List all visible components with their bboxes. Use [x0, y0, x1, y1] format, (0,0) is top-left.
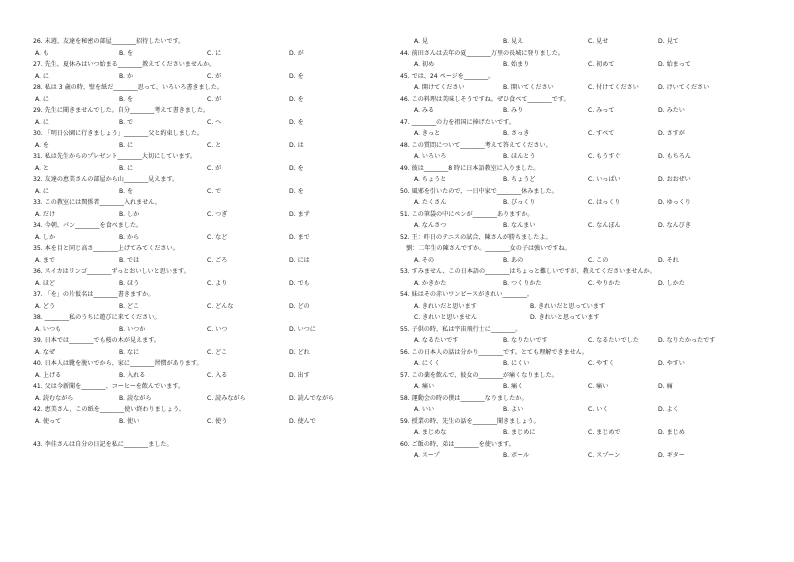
option-46-c[interactable]: C. みって [588, 107, 615, 114]
options-28 [33, 94, 383, 106]
option-30-a[interactable]: A. を [35, 141, 50, 149]
options-48 [400, 151, 770, 163]
options-56 [400, 358, 770, 370]
option-51-d[interactable]: D. なんびき [658, 222, 691, 229]
option-60-d[interactable]: D. ギター [658, 452, 685, 459]
options-47 [400, 128, 770, 140]
question-27: 27. 先生、夏休みはいつ始まる________教えてくださいませんか。 [33, 61, 216, 68]
option-37-a[interactable]: A. どう [35, 302, 56, 310]
options-27 [33, 71, 383, 83]
option-26-a[interactable]: A. も [35, 49, 50, 57]
option-29-b[interactable]: B. で [119, 118, 134, 126]
option-40-b[interactable]: B. 入れる [119, 371, 146, 379]
option-60-c[interactable]: C. スプーン [588, 452, 621, 459]
options-26 [33, 48, 383, 60]
option-60-a[interactable]: A. スープ [414, 452, 440, 459]
options-60 [400, 450, 770, 462]
option-48-d[interactable]: D. もちろん [658, 153, 691, 160]
option-40-c[interactable]: C. 入る [207, 371, 228, 379]
option-32-d[interactable]: D. を [289, 187, 304, 195]
option-57-d[interactable]: D. 痛 [658, 383, 673, 390]
option-54b-b[interactable]: D. きれいと思っています [530, 314, 600, 321]
option-47-b[interactable]: B. さっき [503, 130, 530, 137]
option-34-d[interactable]: D. まで [289, 233, 310, 241]
question-43: 43. 李佳さんは自分の日記を私に________ました。 [33, 441, 173, 448]
option-28-d[interactable]: D. を [289, 95, 304, 103]
option-52b-c[interactable]: C. この [588, 256, 609, 264]
question-29: 29. 先生に聞きませんでした。自分________考えて書きました。 [33, 107, 210, 114]
option-55-a[interactable]: A. なるたいです [414, 337, 459, 344]
question-39: 39. 日本では________でも桜の木が見えます。 [33, 337, 160, 344]
option-56-d[interactable]: D. やすい [658, 360, 685, 367]
option-47-d[interactable]: D. さすが [658, 130, 685, 137]
option-53-a[interactable]: A. かきかた [414, 279, 447, 287]
option-33-a[interactable]: A. だけ [35, 210, 56, 218]
option-42-d[interactable]: D. 使んで [289, 417, 316, 425]
option-32-c[interactable]: C. で [207, 187, 222, 195]
option-36-d[interactable]: D. でも [289, 279, 310, 287]
question-31: 31. 私は先生からのプレゼント________大切にしています。 [33, 153, 197, 160]
question-41: 41. 父は今新聞を________、コーヒーを飲んでいます。 [33, 383, 185, 390]
option-56-a[interactable]: A. にくく [414, 360, 441, 367]
question-54: 54. 妹はその赤いワンピースがきれい________。 [400, 291, 533, 298]
options-59 [400, 427, 770, 439]
option-32-b[interactable]: B. を [119, 187, 134, 195]
option-26-d[interactable]: D. が [289, 49, 304, 57]
right-column [400, 36, 770, 462]
options-46 [400, 105, 770, 117]
option-41-a[interactable]: A. 読むながら [35, 394, 74, 402]
options-43o [400, 36, 770, 48]
spacer [33, 427, 383, 439]
question-46: 46. この料理は美味しそうですね。ぜひ食べて________です。 [400, 95, 570, 103]
options-51 [400, 220, 770, 232]
option-35-b[interactable]: B. では [119, 256, 140, 264]
option-59-d[interactable]: D. まじめ [658, 429, 685, 436]
option-27-d[interactable]: D. を [289, 72, 304, 80]
option-39-b[interactable]: B. なに [119, 348, 140, 356]
options-32 [33, 186, 383, 198]
question-45: 45. では、24 ページを________。 [400, 72, 495, 80]
option-32-a[interactable]: A. に [35, 187, 50, 195]
option-46-b[interactable]: B. みり [503, 107, 524, 114]
option-33-c[interactable]: C. つぎ [207, 210, 228, 218]
question-59: 59. 授業の時、先生の話を________聞きましょう。 [400, 417, 540, 425]
question-33: 33. この教室には関係者________入れません。 [33, 199, 161, 206]
question-37: 37. 「を」の片仮名は________書きますか。 [33, 291, 155, 298]
options-41 [33, 393, 383, 405]
options-33 [33, 209, 383, 221]
option-38-d[interactable]: D. いつに [289, 325, 316, 333]
question-56: 56. この日本人の話は分かり________です。とても理解できません。 [400, 348, 589, 356]
option-38-b[interactable]: B. いつか [119, 325, 146, 333]
option-42-a[interactable]: A. 使って [35, 417, 62, 425]
option-41-b[interactable]: B. 読ながら [119, 394, 152, 402]
option-28-a[interactable]: A. に [35, 95, 50, 103]
option-52b-d[interactable]: D. それ [658, 256, 679, 264]
option-34-c[interactable]: C. など [207, 233, 228, 241]
options-57 [400, 381, 770, 393]
option-58-d[interactable]: D. よく [658, 406, 679, 413]
option-29-a[interactable]: A. に [35, 118, 50, 126]
options-39 [33, 347, 383, 359]
question-50: 50. 風邪を引いたので、一日中家で________休みました。 [400, 187, 558, 195]
option-37-d[interactable]: D. どの [289, 302, 310, 310]
option-41-c[interactable]: C. 読みながら [207, 394, 246, 402]
option-26-b[interactable]: B. を [119, 49, 134, 57]
option-59-c[interactable]: C. まじめで [588, 429, 621, 436]
question-26: 26. 未週、友達を秘密の部屋________招待したいです。 [33, 38, 185, 45]
option-49-c[interactable]: C. いっぱい [588, 176, 621, 183]
question-58: 58. 運動会の時の僕は________なりましたか。 [400, 394, 528, 402]
options-31 [33, 163, 383, 175]
option-30-b[interactable]: B. に [119, 141, 134, 149]
options-58 [400, 404, 770, 416]
option-34-b[interactable]: B. から [119, 233, 140, 241]
option-34-a[interactable]: A. しか [35, 233, 56, 241]
option-44-a[interactable]: A. 初め [414, 61, 435, 68]
option-59-a[interactable]: A. まじめな [414, 429, 447, 436]
option-36-b[interactable]: B. ほう [119, 279, 140, 287]
option-27-c[interactable]: C. が [207, 72, 222, 80]
option-42-b[interactable]: B. 使い [119, 417, 140, 425]
question-52: 52. 王：昨日のテニスの試合、陳さんが勝ちましたよ。 [400, 233, 552, 241]
options-55 [400, 335, 770, 347]
option-52b-b[interactable]: B. あの [503, 256, 524, 264]
question-55: 55. 子供の時、私は宇宙飛行士に________。 [400, 325, 522, 333]
option-43o-d[interactable]: D. 見て [658, 38, 679, 45]
question-32: 32. 友達の恵美さんの部屋から山________見えます。 [33, 176, 179, 183]
option-58-c[interactable]: C. いく [588, 406, 609, 413]
option-42-c[interactable]: C. 使う [207, 417, 228, 425]
option-51-a[interactable]: A. なんさつ [414, 222, 447, 229]
option-48-c[interactable]: C. もうすぐ [588, 153, 621, 160]
option-51-c[interactable]: C. なんぼん [588, 222, 621, 229]
question-36: 36. スイカはリンゴ________ずっとおいしいと思います。 [33, 268, 190, 275]
option-36-c[interactable]: C. より [207, 279, 228, 287]
question-53: 53. すみません、この日本語の________はちょっと難しいですが、教えてくださいませんか。 [400, 268, 656, 275]
options-52b [400, 255, 770, 267]
option-46-d[interactable]: D. みたい [658, 107, 685, 114]
question-40: 40. 日本人は靴を脱いでから、家に________習慣があります。 [33, 360, 203, 367]
option-29-c[interactable]: C. へ [207, 118, 222, 126]
option-31-b[interactable]: B. に [119, 164, 134, 172]
option-33-b[interactable]: B. しか [119, 210, 140, 218]
option-53-d[interactable]: D. しかた [658, 279, 685, 287]
option-35-c[interactable]: C. ごろ [207, 256, 228, 264]
option-54b-a[interactable]: C. きれいと思いません [414, 314, 477, 321]
option-45-c[interactable]: C. 付けてください [588, 84, 639, 91]
option-43o-a[interactable]: A. 見 [414, 38, 429, 45]
option-38-a[interactable]: A. いつも [35, 325, 62, 333]
options-53 [400, 278, 770, 290]
option-50-d[interactable]: D. ゆっくり [658, 199, 691, 206]
options-38 [33, 324, 383, 336]
option-39-d[interactable]: D. どれ [289, 348, 310, 356]
option-49-b[interactable]: B. ちょうど [503, 176, 536, 183]
options-54 [400, 301, 770, 313]
option-54-a[interactable]: A. きれいだと思います [414, 302, 477, 310]
option-49-d[interactable]: D. おおぜい [658, 176, 691, 183]
option-44-d[interactable]: D. 始まって [658, 61, 691, 68]
option-40-d[interactable]: D. 出す [289, 371, 310, 379]
options-40 [33, 370, 383, 382]
option-27-b[interactable]: B. か [119, 72, 134, 80]
option-37-b[interactable]: B. どこ [119, 302, 140, 310]
option-35-d[interactable]: D. には [289, 256, 310, 264]
option-57-c[interactable]: C. 痛い [588, 383, 609, 390]
option-59-b[interactable]: B. まじめに [503, 429, 536, 436]
option-53-c[interactable]: C. やりかた [588, 279, 621, 287]
option-45-b[interactable]: B. 開いてください [503, 84, 554, 91]
options-36 [33, 278, 383, 290]
option-27-a[interactable]: A. に [35, 72, 50, 80]
left-column [33, 36, 383, 451]
option-48-b[interactable]: B. ほんとう [503, 153, 536, 160]
options-37 [33, 301, 383, 313]
options-50 [400, 197, 770, 209]
option-31-c[interactable]: C. が [207, 164, 222, 172]
question-47: 47. ________の力を祖国に捧げたいです。 [400, 118, 515, 126]
option-55-b[interactable]: B. なりたいです [503, 337, 548, 344]
option-50-a[interactable]: A. たくさん [414, 199, 447, 206]
option-28-b[interactable]: B. を [119, 95, 134, 103]
option-35-a[interactable]: A. まで [35, 256, 56, 264]
option-60-b[interactable]: B. ボール [503, 452, 530, 459]
option-39-c[interactable]: C. どこ [207, 348, 228, 356]
option-55-c[interactable]: C. なるたいでした [588, 337, 639, 344]
option-44-b[interactable]: B. 始まり [503, 61, 530, 68]
option-40-a[interactable]: A. 上げる [35, 371, 62, 379]
question-38: 38. ________私のうちに遊びに来てください。 [33, 314, 161, 321]
question-28: 28. 私は 3 歳の時、壁を紙だ________思って、いろいろ書きました。 [33, 84, 223, 91]
question-42: 42. 恵美さん、この紙を________使い終わりましょう。 [33, 406, 186, 413]
options-49 [400, 174, 770, 186]
options-42 [33, 416, 383, 428]
option-49-a[interactable]: A. ちょうと [414, 176, 447, 183]
options-35 [33, 255, 383, 267]
option-47-c[interactable]: C. すべて [588, 130, 615, 137]
question-52b: 劉：二年生の陳さんですか。________女の子は強いですね。 [400, 245, 571, 252]
option-56-c[interactable]: C. やすく [588, 360, 615, 367]
option-30-c[interactable]: C. と [207, 141, 222, 149]
option-31-a[interactable]: A. と [35, 164, 50, 172]
option-41-d[interactable]: D. 読んでながら [289, 394, 335, 402]
option-57-a[interactable]: A. 痛い [414, 383, 435, 390]
option-53-b[interactable]: B. つくりかた [503, 279, 542, 287]
question-34: 34. 今朝、パン________を食べました。 [33, 222, 143, 229]
question-35: 35. 本を目と同じ高さ________上げてみてください。 [33, 245, 179, 252]
options-34 [33, 232, 383, 244]
question-57: 57. この薬を飲んで、彼女の________が痛くなりました。 [400, 371, 558, 379]
option-29-d[interactable]: D. を [289, 118, 304, 126]
question-48: 48. この質問について________考えて答えてください。 [400, 141, 552, 149]
option-47-a[interactable]: A. きっと [414, 130, 441, 137]
options-30 [33, 140, 383, 152]
option-45-d[interactable]: D. けいてください [658, 84, 710, 91]
option-57-b[interactable]: B. 痛く [503, 383, 524, 390]
option-43o-c[interactable]: C. 見せ [588, 38, 609, 45]
option-31-d[interactable]: D. を [289, 164, 304, 172]
option-58-b[interactable]: B. よい [503, 406, 524, 413]
option-44-c[interactable]: C. 初めて [588, 61, 615, 68]
option-50-b[interactable]: B. びっくり [503, 199, 536, 206]
option-51-b[interactable]: B. なんまい [503, 222, 536, 229]
option-50-c[interactable]: C. はっくり [588, 199, 621, 206]
option-39-a[interactable]: A. なぜ [35, 348, 56, 356]
option-33-d[interactable]: D. まず [289, 210, 310, 218]
question-44: 44. 前田さんは去年の夏________万里の長城に登りました。 [400, 49, 564, 57]
option-36-a[interactable]: A. ほど [35, 279, 56, 287]
question-49: 49. 彼は________8 時に日本語教室に入りました。 [400, 164, 540, 172]
options-29 [33, 117, 383, 129]
options-44 [400, 59, 770, 71]
option-45-a[interactable]: A. 開けてください [414, 84, 465, 91]
option-26-c[interactable]: C. に [207, 49, 222, 57]
option-37-c[interactable]: C. どんな [207, 302, 234, 310]
option-46-a[interactable]: A. みる [414, 107, 435, 114]
option-58-a[interactable]: A. いい [414, 406, 435, 413]
option-43o-b[interactable]: B. 見え [503, 38, 524, 45]
option-56-b[interactable]: B. にくい [503, 360, 530, 367]
question-30: 30. 「明日公園に行きましょう」________父と約束しました。 [33, 130, 204, 137]
option-38-c[interactable]: C. いつ [207, 325, 228, 333]
option-28-c[interactable]: C. が [207, 95, 222, 103]
question-60: 60. ご飯の時、弟は________を使います。 [400, 440, 515, 448]
option-30-d[interactable]: D. は [289, 141, 304, 149]
options-45 [400, 82, 770, 94]
option-54-b[interactable]: B. きれいだと思っています [530, 302, 606, 310]
option-48-a[interactable]: A. いろいろ [414, 153, 447, 160]
option-52b-a[interactable]: A. その [414, 256, 435, 264]
options-54b [400, 312, 770, 324]
question-51: 51. この筆袋の中にペンが________ありますか。 [400, 210, 534, 218]
option-55-d[interactable]: D. なりたかったです [658, 337, 716, 344]
